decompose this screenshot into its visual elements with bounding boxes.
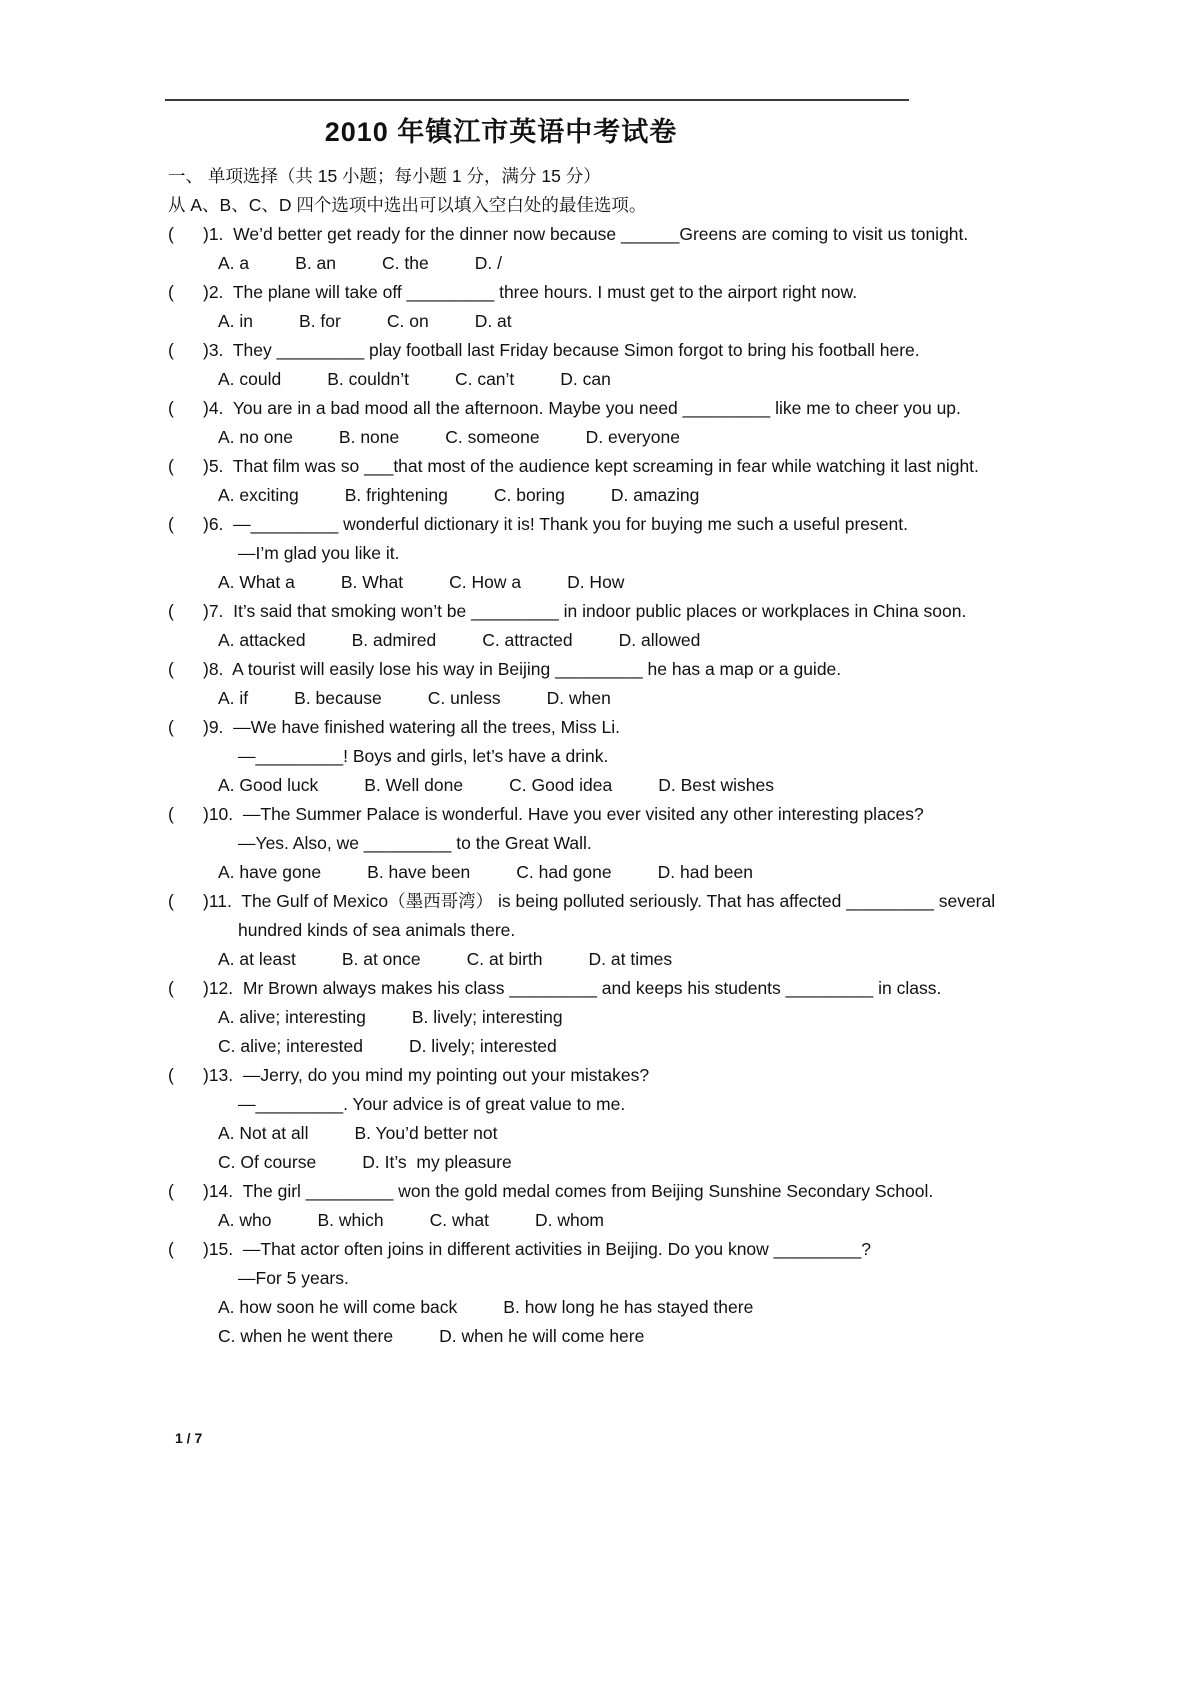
option: C. on: [386, 311, 429, 331]
question-11: [168, 887, 1013, 974]
option-row: [168, 307, 1013, 336]
option: B. because: [294, 688, 382, 708]
question-8: [168, 655, 1013, 713]
question-stem-continuation: —_________. Your advice is of great value to me.: [238, 1094, 626, 1114]
question-stem-continuation: —Yes. Also, we _________ to the Great Wall.: [238, 833, 592, 853]
question-stem: ( )13. —Jerry, do you mind my pointing out your mistakes?: [168, 1065, 650, 1085]
option: C. can’t: [454, 369, 515, 389]
page-number: 1 / 7: [175, 1430, 203, 1446]
question-stem-continuation: hundred kinds of sea animals there.: [238, 920, 516, 940]
option-row: [168, 771, 1013, 800]
option: B. none: [338, 427, 400, 447]
option-row: [168, 1032, 1013, 1061]
option-row: [168, 249, 1013, 278]
question-stem: ( )9. —We have finished watering all the trees, Miss Li.: [168, 717, 620, 737]
question-stem: ( )6. —_________ wonderful dictionary it is! Thank you for buying me such a useful present.: [168, 514, 908, 534]
question-3: [168, 336, 1013, 394]
option: C. Of course: [218, 1152, 317, 1172]
option-row: [168, 684, 1013, 713]
question-stem: ( )14. The girl _________ won the gold medal comes from Beijing Sunshine Secondary School.: [168, 1181, 934, 1201]
option-row: [168, 1148, 1013, 1177]
option-row: [168, 1293, 1013, 1322]
section-instruction: 从 A、B、C、D 四个选项中选出可以填入空白处的最佳选项。: [168, 195, 647, 215]
option: A. attacked: [218, 630, 306, 650]
question-stem: ( )15. —That actor often joins in different activities in Beijing. Do you know _________?: [168, 1239, 871, 1259]
option: D. can: [560, 369, 611, 389]
option: C. alive; interested: [218, 1036, 363, 1056]
option: C. How a: [449, 572, 522, 592]
option: A. What a: [218, 572, 295, 592]
question-stem: ( )4. You are in a bad mood all the afternoon. Maybe you need _________ like me to cheer you up.: [168, 398, 961, 418]
option: B. lively; interesting: [411, 1007, 563, 1027]
option: B. What: [340, 572, 404, 592]
option: B. Well done: [364, 775, 464, 795]
option: A. have gone: [218, 862, 322, 882]
option: D. It’s my pleasure: [362, 1152, 512, 1172]
option-row: [168, 945, 1013, 974]
option-row: [168, 1206, 1013, 1235]
section-heading: 一、 单项选择（共 15 小题；每小题 1 分，满分 15 分）: [168, 166, 601, 186]
option: B. couldn’t: [327, 369, 409, 389]
option: A. no one: [218, 427, 293, 447]
option: C. the: [382, 253, 429, 273]
question-stem: ( )12. Mr Brown always makes his class _________ and keeps his students _________ in class.: [168, 978, 942, 998]
question-stem: ( )7. It’s said that smoking won’t be _________ in indoor public places or workplaces in China soon.: [168, 601, 967, 621]
exam-content: [168, 162, 1013, 1351]
question-stem-continuation: —_________! Boys and girls, let’s have a drink.: [238, 746, 609, 766]
question-14: [168, 1177, 1013, 1235]
option-row: [168, 1003, 1013, 1032]
question-9: [168, 713, 1013, 800]
option-row: [168, 481, 1013, 510]
header-rule: [165, 99, 909, 101]
option: D. everyone: [585, 427, 680, 447]
option: A. at least: [218, 949, 296, 969]
question-12: [168, 974, 1013, 1061]
question-15: [168, 1235, 1013, 1351]
question-stem: ( )11. The Gulf of Mexico（墨西哥湾） is being polluted seriously. That has affected _________ several: [168, 891, 996, 911]
option: B. an: [295, 253, 337, 273]
option: D. at times: [588, 949, 673, 969]
option: C. someone: [445, 427, 540, 447]
option-row: [168, 365, 1013, 394]
question-stem: ( )1. We’d better get ready for the dinner now because ______Greens are coming to visit us tonight.: [168, 224, 969, 244]
question-6: [168, 510, 1013, 597]
option: C. attracted: [482, 630, 573, 650]
option-row: [168, 626, 1013, 655]
option: C. boring: [493, 485, 565, 505]
option: A. Not at all: [218, 1123, 309, 1143]
option: A. a: [218, 253, 250, 273]
option: A. alive; interesting: [218, 1007, 366, 1027]
option: C. unless: [427, 688, 501, 708]
option: D. /: [474, 253, 502, 273]
option: D. had been: [657, 862, 753, 882]
option-row: [168, 858, 1013, 887]
question-2: [168, 278, 1013, 336]
option: A. exciting: [218, 485, 299, 505]
option: B. have been: [367, 862, 471, 882]
option: D. at: [474, 311, 512, 331]
option: B. You’d better not: [354, 1123, 498, 1143]
option: D. Best wishes: [658, 775, 774, 795]
question-13: [168, 1061, 1013, 1177]
option: A. Good luck: [218, 775, 319, 795]
question-stem: ( )8. A tourist will easily lose his way in Beijing _________ he has a map or a guide.: [168, 659, 842, 679]
option: D. lively; interested: [408, 1036, 557, 1056]
question-stem: ( )3. They _________ play football last Friday because Simon forgot to bring his football here.: [168, 340, 920, 360]
option-row: [168, 1119, 1013, 1148]
question-stem: ( )10. —The Summer Palace is wonderful. Have you ever visited any other interesting places?: [168, 804, 924, 824]
option: C. when he went there: [218, 1326, 394, 1346]
question-stem: ( )2. The plane will take off _________ three hours. I must get to the airport right now.: [168, 282, 858, 302]
question-list: [168, 220, 1013, 1351]
option: B. frightening: [344, 485, 448, 505]
option: B. how long he has stayed there: [503, 1297, 754, 1317]
option: D. when he will come here: [439, 1326, 645, 1346]
option: B. which: [317, 1210, 384, 1230]
option-row: [168, 568, 1013, 597]
question-7: [168, 597, 1013, 655]
option: B. admired: [351, 630, 437, 650]
question-1: [168, 220, 1013, 278]
option: D. amazing: [610, 485, 700, 505]
option: D. whom: [534, 1210, 605, 1230]
option: D. allowed: [618, 630, 701, 650]
option: A. how soon he will come back: [218, 1297, 458, 1317]
option: C. at birth: [466, 949, 543, 969]
option: D. when: [546, 688, 611, 708]
page-title: 2010 年镇江市英语中考试卷: [324, 117, 678, 147]
option: D. How: [567, 572, 625, 592]
option: A. in: [218, 311, 254, 331]
option: C. had gone: [516, 862, 612, 882]
option: A. if: [218, 688, 249, 708]
question-stem: ( )5. That film was so ___that most of the audience kept screaming in fear while watching it last night.: [168, 456, 979, 476]
question-10: [168, 800, 1013, 887]
option: B. at once: [341, 949, 421, 969]
option-row: [168, 1322, 1013, 1351]
option: B. for: [299, 311, 341, 331]
question-5: [168, 452, 1013, 510]
option: A. who: [218, 1210, 272, 1230]
option: C. what: [429, 1210, 489, 1230]
option: C. Good idea: [509, 775, 613, 795]
question-stem-continuation: —I’m glad you like it.: [238, 543, 400, 563]
question-stem-continuation: —For 5 years.: [238, 1268, 349, 1288]
option-row: [168, 423, 1013, 452]
option: A. could: [218, 369, 282, 389]
question-4: [168, 394, 1013, 452]
